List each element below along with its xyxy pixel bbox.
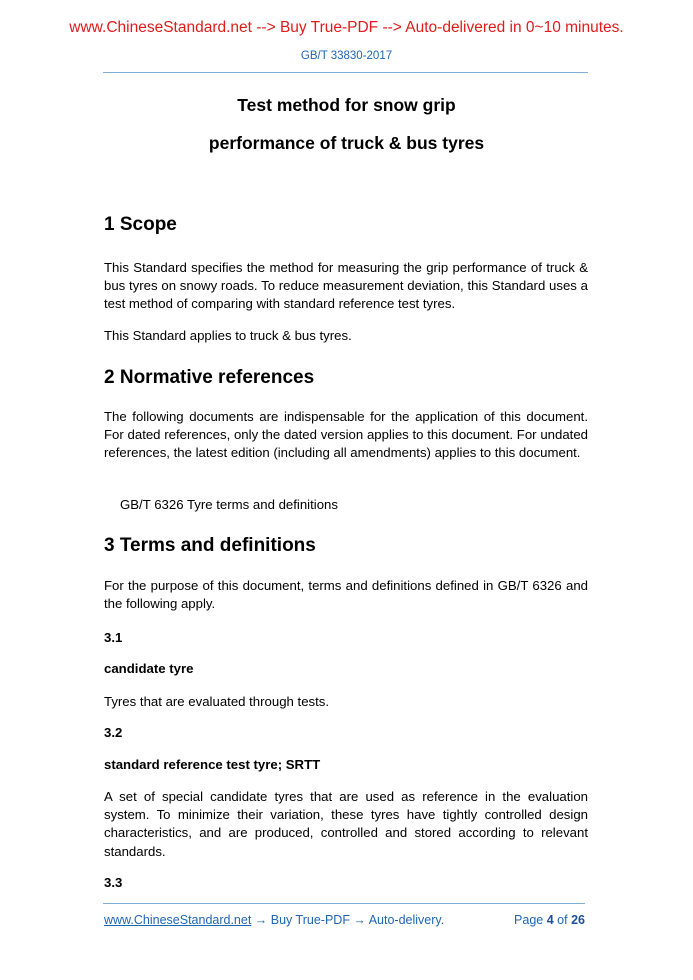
arrow-icon: → xyxy=(251,913,271,927)
promo-banner[interactable]: www.ChineseStandard.net --> Buy True-PDF --> Auto-delivered in 0~10 minutes. xyxy=(69,19,624,36)
footer-delivery-text: Auto-delivery. xyxy=(368,913,445,927)
section-heading-terms-definitions: 3 Terms and definitions xyxy=(104,535,316,556)
page-label: Page xyxy=(514,913,544,927)
scope-paragraph-2: This Standard applies to truck & bus tyres. xyxy=(104,328,352,343)
standard-code: GB/T 33830-2017 xyxy=(300,50,393,62)
term-definition-3-1: Tyres that are evaluated through tests. xyxy=(104,694,330,709)
footer-site-link[interactable]: www.ChineseStandard.net xyxy=(104,913,252,927)
header-divider xyxy=(103,72,588,73)
footer-buy-link[interactable]: Buy True-PDF xyxy=(270,913,350,927)
document-title-line-1: Test method for snow grip xyxy=(237,95,456,115)
term-srtt: standard reference test tyre; SRTT xyxy=(104,757,321,772)
document-title-line-2: performance of truck & bus tyres xyxy=(208,133,485,153)
page-indicator xyxy=(514,913,585,927)
term-definition-3-2: A set of special candidate tyres that are used as reference in the evaluation system. To minimize their variation, these tyres have tightly controlled design characteristics, and are produced, controlled and stored according to relevant standards. xyxy=(104,789,588,859)
term-number-3-3: 3.3 xyxy=(104,875,123,890)
term-number-3-2: 3.2 xyxy=(104,725,123,740)
footer-divider xyxy=(103,903,585,904)
term-candidate-tyre: candidate tyre xyxy=(104,661,194,676)
page-footer xyxy=(104,913,585,931)
normative-paragraph: The following documents are indispensable for the application of this document. For dated references, only the dated version applies to this document. For undated references, the latest edition (including all amendments) applies to this document. xyxy=(104,409,588,461)
terms-intro-paragraph: For the purpose of this document, terms and definitions defined in GB/T 6326 and the following apply. xyxy=(104,578,588,612)
section-heading-scope: 1 Scope xyxy=(104,214,177,235)
normative-reference-item: GB/T 6326 Tyre terms and definitions xyxy=(120,497,338,512)
arrow-icon: → xyxy=(349,913,369,927)
scope-paragraph-1: This Standard specifies the method for measuring the grip performance of truck & bus tyres on snowy roads. To reduce measurement deviation, this Standard uses a test method of comparing with standard reference test tyres. xyxy=(104,260,588,312)
page-total: 26 xyxy=(571,913,585,927)
term-number-3-1: 3.1 xyxy=(104,630,123,645)
section-heading-normative-references: 2 Normative references xyxy=(104,367,315,388)
of-label: of xyxy=(557,913,568,927)
page-number: 4 xyxy=(546,913,554,927)
